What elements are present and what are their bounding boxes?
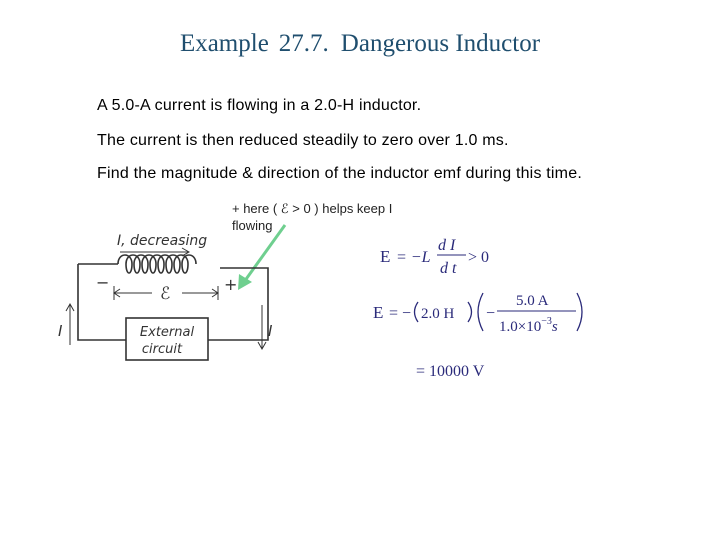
eq1-numerator: d I [438, 237, 456, 254]
title-prefix: Example [179, 30, 269, 57]
eq2-equals: = − [389, 305, 412, 322]
eq1-equals: = −L [396, 249, 431, 266]
pointer-arrow [238, 225, 285, 290]
box-label-line-1: External [139, 325, 195, 340]
equation-1 [380, 237, 489, 277]
eq2-paren-left-2 [478, 293, 483, 331]
eq1-greater: > 0 [468, 249, 490, 266]
eq1-denominator: d t [440, 260, 457, 277]
annotation-line-2: flowing [232, 218, 273, 233]
eq2-numerator: 5.0 A [516, 293, 549, 309]
eq2-paren-right-1 [468, 302, 472, 322]
eq2-paren-right-2 [577, 293, 582, 331]
emf-symbol: ℰ [160, 284, 171, 304]
problem-line-3: Find the magnitude & direction of the inductor emf during this time. [97, 165, 582, 182]
eq1-lhs: E [380, 247, 391, 266]
right-current-arrow [258, 305, 266, 349]
right-current-label: I [268, 322, 273, 340]
left-current-arrow [66, 304, 74, 345]
box-label-line-2: circuit [141, 342, 183, 357]
eq2-minus: − [486, 305, 496, 322]
current-label: I, decreasing [117, 233, 208, 249]
inductor-coil [118, 255, 196, 273]
left-current-label: I [58, 322, 63, 340]
emf-minus: − [96, 273, 110, 292]
eq2-paren-left-1 [415, 302, 419, 322]
equation-2 [373, 293, 582, 335]
title-number: 27.7. [278, 30, 329, 57]
eq2-lhs: E [373, 303, 384, 322]
title-name: Dangerous Inductor [340, 30, 541, 57]
eq2-denominator: $1.0\times 10^{-3}s$ [499, 316, 558, 335]
eq2-inductance: 2.0 H [421, 306, 455, 322]
problem-line-1: A 5.0-A current is flowing in a 2.0-H inductor. [97, 97, 422, 114]
equation-3: = 10000 V [416, 363, 485, 380]
annotation-line-1: + here ( ℰ > 0 ) helps keep I [232, 201, 393, 216]
problem-line-2: The current is then reduced steadily to zero over 1.0 ms. [97, 132, 509, 149]
emf-plus: + [224, 275, 238, 294]
